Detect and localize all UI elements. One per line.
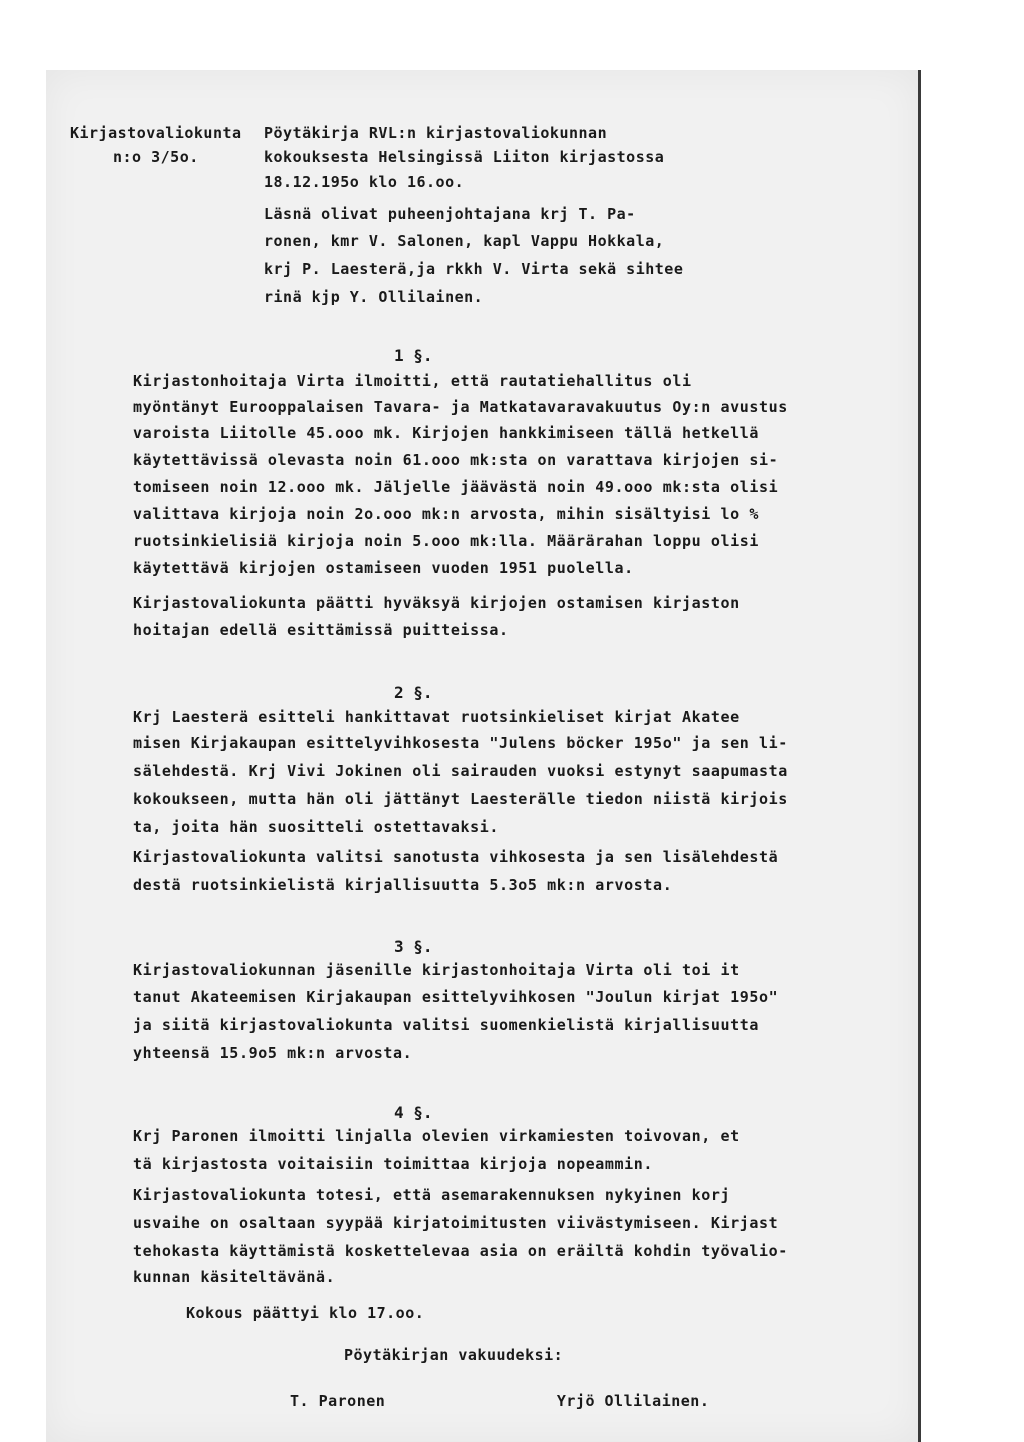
signature-line: T. Paronen Yrjö Ollilainen. bbox=[290, 1392, 710, 1410]
header-line: ronen, kmr V. Salonen, kapl Vappu Hokkala, bbox=[264, 232, 665, 250]
text-line: misen Kirjakaupan esittelyvihkosesta "Julens böcker 195o" ja sen li- bbox=[133, 734, 788, 752]
text-line: Kirjastovaliokunta valitsi sanotusta vihkosesta ja sen lisälehdestä bbox=[133, 848, 779, 866]
text-line: Kirjastovaliokunnan jäsenille kirjastonhoitaja Virta oli toi it bbox=[133, 961, 740, 979]
text-line: tehokasta käyttämistä koskettelevaa asia on eräiltä kohdin työvalio- bbox=[133, 1242, 788, 1260]
text-line: ruotsinkielisiä kirjoja noin 5.ooo mk:lla. Määrärahan loppu olisi bbox=[133, 532, 759, 550]
text-line: tä kirjastosta voitaisiin toimittaa kirjoja nopeammin. bbox=[133, 1155, 654, 1173]
closing-line: Kokous päättyi klo 17.oo. bbox=[186, 1304, 425, 1322]
text-line: yhteensä 15.9o5 mk:n arvosta. bbox=[133, 1044, 413, 1062]
header-line: Läsnä olivat puheenjohtajana krj T. Pa- bbox=[264, 205, 636, 223]
document-number: n:o 3/5o. bbox=[113, 148, 199, 166]
section-number: 2 §. bbox=[394, 683, 433, 702]
text-line: käytettävissä olevasta noin 61.ooo mk:sta on varattava kirjojen si- bbox=[133, 451, 779, 469]
header-line: 18.12.195o klo 16.oo. bbox=[264, 173, 465, 191]
text-line: ja siitä kirjastovaliokunta valitsi suomenkielistä kirjallisuutta bbox=[133, 1016, 759, 1034]
text-line: hoitajan edellä esittämissä puitteissa. bbox=[133, 621, 509, 639]
text-line: kokoukseen, mutta hän oli jättänyt Laesterälle tiedon niistä kirjois bbox=[133, 790, 788, 808]
text-line: kunnan käsiteltävänä. bbox=[133, 1268, 336, 1286]
text-line: Krj Laesterä esitteli hankittavat ruotsinkieliset kirjat Akatee bbox=[133, 708, 740, 726]
text-line: tomiseen noin 12.ooo mk. Jäljelle jäävästä noin 49.ooo mk:sta olisi bbox=[133, 478, 779, 496]
section-number: 1 §. bbox=[394, 346, 433, 365]
header-line: kokouksesta Helsingissä Liiton kirjastossa bbox=[264, 148, 665, 166]
committee-name: Kirjastovaliokunta bbox=[70, 124, 242, 142]
section-number: 3 §. bbox=[394, 937, 433, 956]
text-line: tanut Akateemisen Kirjakaupan esittelyvihkosen "Joulun kirjat 195o" bbox=[133, 988, 779, 1006]
header-line: rinä kjp Y. Ollilainen. bbox=[264, 288, 484, 306]
text-line: destä ruotsinkielistä kirjallisuutta 5.3o5 mk:n arvosta. bbox=[133, 876, 673, 894]
text-line: käytettävä kirjojen ostamiseen vuoden 1951 puolella. bbox=[133, 559, 634, 577]
text-line: myöntänyt Eurooppalaisen Tavara- ja Matkatavaravakuutus Oy:n avustus bbox=[133, 398, 788, 416]
text-line: Kirjastovaliokunta päätti hyväksyä kirjojen ostamisen kirjaston bbox=[133, 594, 740, 612]
text-line: Kirjastovaliokunta totesi, että asemarakennuksen nykyinen korj bbox=[133, 1186, 731, 1204]
header-line: krj P. Laesterä,ja rkkh V. Virta sekä sihtee bbox=[264, 260, 684, 278]
text-line: ta, joita hän suositteli ostettavaksi. bbox=[133, 818, 499, 836]
header-line: Pöytäkirja RVL:n kirjastovaliokunnan bbox=[264, 124, 608, 142]
text-line: sälehdestä. Krj Vivi Jokinen oli sairauden vuoksi estynyt saapumasta bbox=[133, 762, 788, 780]
verification-line: Pöytäkirjan vakuudeksi: bbox=[344, 1346, 564, 1364]
text-line: valittava kirjoja noin 2o.ooo mk:n arvosta, mihin sisältyisi lo % bbox=[133, 505, 759, 523]
text-line: Krj Paronen ilmoitti linjalla olevien virkamiesten toivovan, et bbox=[133, 1127, 740, 1145]
text-line: Kirjastonhoitaja Virta ilmoitti, että rautatiehallitus oli bbox=[133, 372, 692, 390]
section-number: 4 §. bbox=[394, 1103, 433, 1122]
text-line: varoista Liitolle 45.ooo mk. Kirjojen hankkimiseen tällä hetkellä bbox=[133, 424, 759, 442]
text-line: usvaihe on osaltaan syypää kirjatoimitusten viivästymiseen. Kirjast bbox=[133, 1214, 779, 1232]
